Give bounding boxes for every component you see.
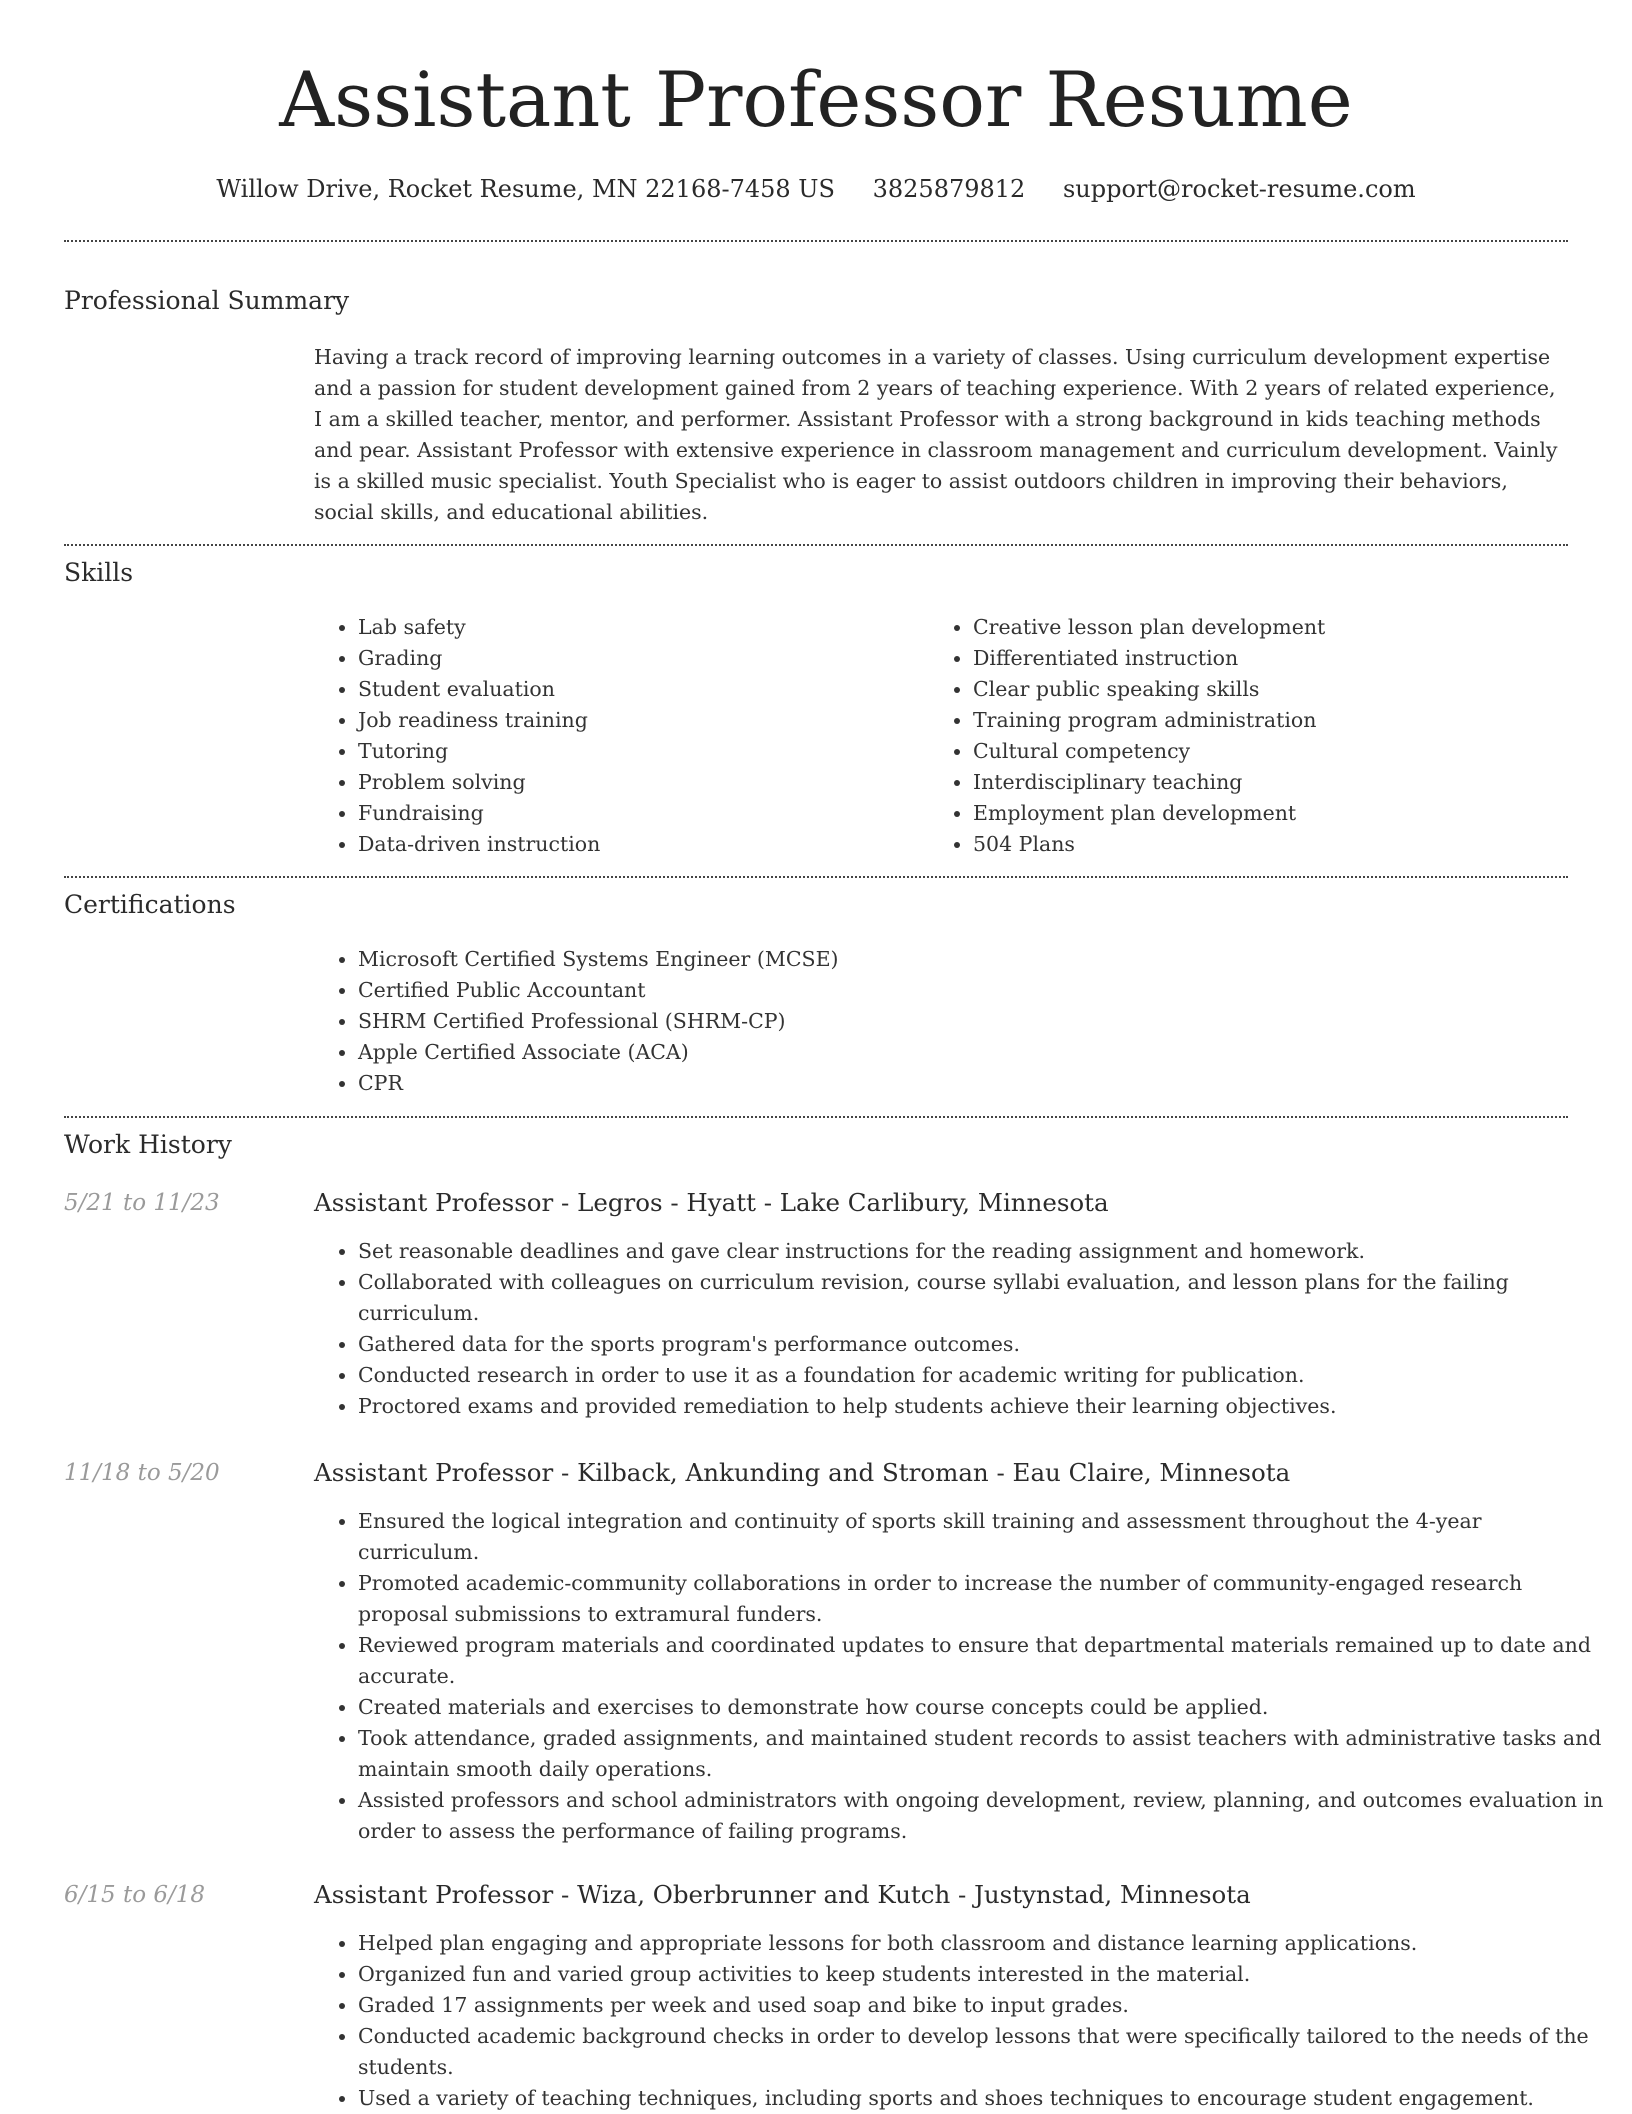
skill-item: • Grading xyxy=(358,643,918,674)
job-dates: 11/18 to 5/20 xyxy=(64,1460,220,1486)
divider xyxy=(64,240,1568,242)
certification-item: • CPR xyxy=(358,1068,1608,1099)
skill-item: • Data-driven instruction xyxy=(358,829,918,860)
job-title: Assistant Professor - Wiza, Oberbrunner and Kutch - Justynstad, Minnesota xyxy=(314,1880,1251,1909)
section-title-skills: Skills xyxy=(64,558,134,587)
job-bullet: • Organized fun and varied group activities to keep students interested in the material. xyxy=(358,1959,1608,1990)
skill-item: • Differentiated instruction xyxy=(973,643,1593,674)
skill-item: • Clear public speaking skills xyxy=(973,674,1593,705)
job-bullet: • Used a variety of teaching techniques, including sports and shoes techniques to encourage student engagement. xyxy=(358,2083,1608,2114)
divider xyxy=(64,544,1568,546)
job-bullet: • Ensured the logical integration and continuity of sports skill training and assessment throughout the 4-year curriculum. xyxy=(358,1506,1608,1568)
job-title: Assistant Professor - Kilback, Ankunding and Stroman - Eau Claire, Minnesota xyxy=(314,1458,1291,1487)
certification-item: • Apple Certified Associate (ACA) xyxy=(358,1037,1608,1068)
certification-item: • Certified Public Accountant xyxy=(358,975,1608,1006)
job-bullets xyxy=(314,1506,1608,1847)
skill-item: • Employment plan development xyxy=(973,798,1593,829)
job-bullet: • Promoted academic-community collaborations in order to increase the number of community-engaged research proposal submissions to extramural funders. xyxy=(358,1568,1608,1630)
summary-text: Having a track record of improving learning outcomes in a variety of classes. Using curriculum development expertise and a passion for student development gained from 2 years of teaching experience. With 2 years of related experience, I am a skilled teacher, mentor, and performer. Assistant Professor with a strong background in kids teaching methods and pear. Assistant Professor with extensive experience in classroom management and curriculum development. Vainly is a skilled music specialist. Youth Specialist who is eager to assist outdoors children in improving their behaviors, social skills, and educational abilities. xyxy=(314,345,1558,524)
job-bullet: • Collaborated with colleagues on curriculum revision, course syllabi evaluation, and lesson plans for the failing curriculum. xyxy=(358,1267,1608,1329)
job-title: Assistant Professor - Legros - Hyatt - Lake Carlibury, Minnesota xyxy=(314,1188,1109,1217)
job-bullet: • Gathered data for the sports program's performance outcomes. xyxy=(358,1329,1608,1360)
certification-item: • SHRM Certified Professional (SHRM-CP) xyxy=(358,1006,1608,1037)
contact-phone: 3825879812 xyxy=(872,175,1026,203)
job-dates: 6/15 to 6/18 xyxy=(64,1882,206,1908)
certification-item: • Microsoft Certified Systems Engineer (MCSE) xyxy=(358,944,1608,975)
contact-address: Willow Drive, Rocket Resume, MN 22168-7458 US xyxy=(216,175,835,203)
certifications-list xyxy=(314,944,1608,1099)
skill-item: • Cultural competency xyxy=(973,736,1593,767)
skills-list-right xyxy=(929,612,1593,860)
skill-item: • 504 Plans xyxy=(973,829,1593,860)
contact-line xyxy=(0,172,1632,206)
job-bullet: • Took attendance, graded assignments, and maintained student records to assist teachers with administrative tasks and maintain smooth daily operations. xyxy=(358,1723,1608,1785)
job-bullet: • Reviewed program materials and coordinated updates to ensure that departmental materials remained up to date and accurate. xyxy=(358,1630,1608,1692)
job-bullet: • Set reasonable deadlines and gave clear instructions for the reading assignment and homework. xyxy=(358,1236,1608,1267)
skill-item: • Job readiness training xyxy=(358,705,918,736)
section-title-certifications: Certifications xyxy=(64,890,236,919)
skill-item: • Problem solving xyxy=(358,767,918,798)
skills-list-left xyxy=(314,612,918,860)
job-bullet: • Conducted research in order to use it as a foundation for academic writing for publication. xyxy=(358,1360,1608,1391)
job-bullet: • Graded 17 assignments per week and used soap and bike to input grades. xyxy=(358,1990,1608,2021)
skill-item: • Creative lesson plan development xyxy=(973,612,1593,643)
resume-title: Assistant Professor Resume xyxy=(279,55,1353,144)
job-dates: 5/21 to 11/23 xyxy=(64,1190,220,1216)
job-bullet: • Conducted academic background checks in order to develop lessons that were specifically tailored to the needs of the students. xyxy=(358,2021,1608,2083)
divider xyxy=(64,1116,1568,1118)
skill-item: • Lab safety xyxy=(358,612,918,643)
job-bullet: • Proctored exams and provided remediation to help students achieve their learning objectives. xyxy=(358,1391,1608,1422)
job-bullet: • Created materials and exercises to demonstrate how course concepts could be applied. xyxy=(358,1692,1608,1723)
skill-item: • Tutoring xyxy=(358,736,918,767)
job-bullet: • Helped plan engaging and appropriate lessons for both classroom and distance learning applications. xyxy=(358,1928,1608,1959)
contact-email: support@rocket-resume.com xyxy=(1062,175,1416,203)
job-bullets xyxy=(314,1236,1608,1422)
section-title-work-history: Work History xyxy=(64,1130,232,1159)
skill-item: • Interdisciplinary teaching xyxy=(973,767,1593,798)
section-title-summary: Professional Summary xyxy=(64,286,350,315)
skill-item: • Fundraising xyxy=(358,798,918,829)
job-bullet: • Assisted professors and school administrators with ongoing development, review, planning, and outcomes evaluation in order to assess the performance of failing programs. xyxy=(358,1785,1608,1847)
skill-item: • Student evaluation xyxy=(358,674,918,705)
skill-item: • Training program administration xyxy=(973,705,1593,736)
job-bullets xyxy=(314,1928,1608,2114)
divider xyxy=(64,876,1568,878)
